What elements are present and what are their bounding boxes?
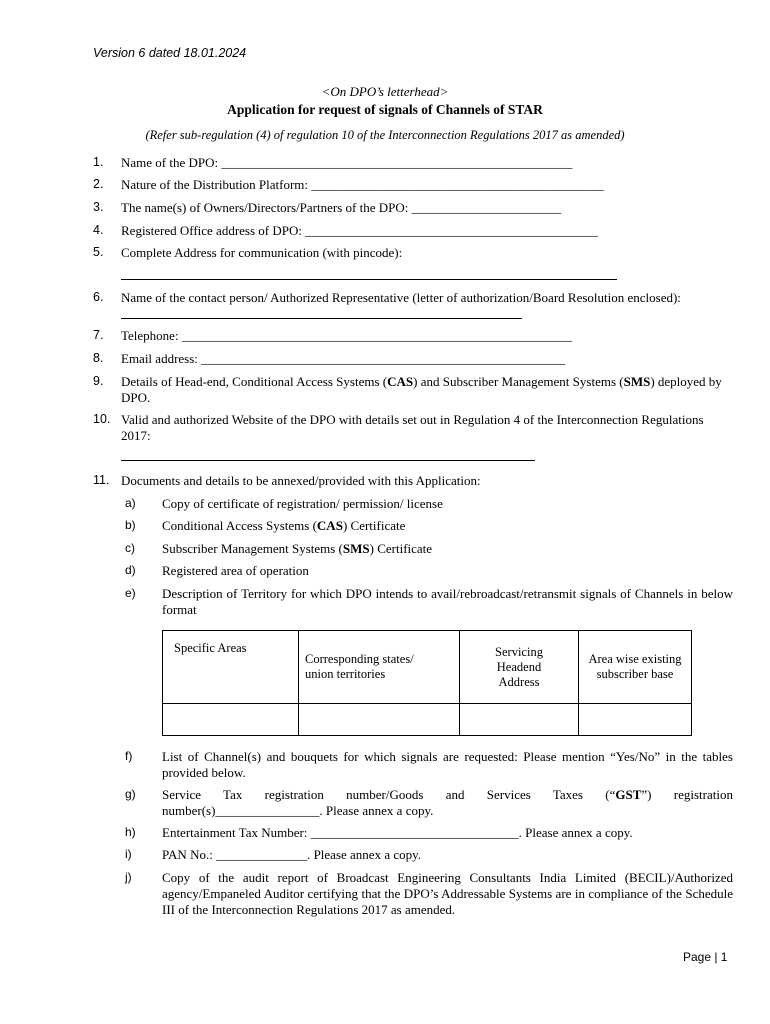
subitem-letter: d) (125, 563, 136, 577)
header-headend-address: Servicing Headend Address (460, 631, 579, 704)
subitem-text: Entertainment Tax Number: ________________________________. Please annex a copy. (162, 825, 633, 840)
item-text: Documents and details to be annexed/provided with this Application: (121, 473, 481, 488)
subitem-text: Copy of certificate of registration/ permission/ license (162, 496, 443, 511)
territory-table (162, 630, 692, 736)
subitem-letter: e) (125, 586, 136, 600)
header-states: Corresponding states/ union territories (299, 631, 460, 704)
subitem-text: Description of Territory for which DPO intends to avail/rebroadcast/retransmit signals of Channels in below format (162, 586, 733, 617)
table-cell[interactable] (163, 704, 299, 736)
item-text: Name of the DPO: ______________________________________________________ (121, 155, 573, 170)
item-text: Telephone: ____________________________________________________________ (121, 328, 572, 343)
item-number: 1. (93, 155, 104, 169)
table-row (163, 704, 692, 736)
letterhead-note: <On DPO’s letterhead> (321, 84, 449, 99)
item-number: 3. (93, 200, 104, 214)
address-blank-line (121, 279, 617, 280)
table-cell[interactable] (460, 704, 579, 736)
item-number: 8. (93, 351, 104, 365)
subitem-letter: a) (125, 496, 136, 510)
subitem-letter: i) (125, 847, 132, 861)
contact-blank-line (121, 318, 522, 319)
subitem-letter: c) (125, 541, 135, 555)
item-number: 2. (93, 177, 104, 191)
subitem-text: Service Tax registration number/Goods and Services Taxes (“GST”) registration number(s)________________. Please annex a copy. (162, 787, 733, 818)
item-number: 11. (93, 473, 110, 487)
subitem-text: PAN No.: ______________. Please annex a copy. (162, 847, 422, 862)
item-number: 4. (93, 223, 104, 237)
item-number: 6. (93, 290, 104, 304)
item-number: 7. (93, 328, 104, 342)
table-cell[interactable] (579, 704, 692, 736)
document-subtitle: (Refer sub-regulation (4) of regulation 10 of the Interconnection Regulations 2017 as amended) (145, 128, 625, 142)
item-text: Complete Address for communication (with pincode): (121, 245, 403, 260)
item-text: Registered Office address of DPO: _____________________________________________ (121, 223, 598, 238)
item-number: 5. (93, 245, 104, 259)
page-number: Page | 1 (683, 950, 728, 964)
item-text: Valid and authorized Website of the DPO with details set out in Regulation 4 of the Interconnection Regulations 2017: (121, 412, 704, 443)
subitem-letter: j) (125, 870, 132, 884)
table-header-row (163, 631, 692, 704)
subitem-letter: h) (125, 825, 136, 839)
subitem-text: Subscriber Management Systems (SMS) Certificate (162, 541, 433, 556)
website-blank-line (121, 460, 535, 461)
item-text: The name(s) of Owners/Directors/Partners of the DPO: _______________________ (121, 200, 562, 215)
item-text: Name of the contact person/ Authorized Representative (letter of authorization/Board Resolution enclosed): (121, 290, 681, 305)
subitem-letter: f) (125, 749, 133, 763)
item-number: 9. (93, 374, 104, 388)
item-text: Details of Head-end, Conditional Access Systems (CAS) and Subscriber Management Systems (SMS) deployed by DPO. (121, 374, 722, 405)
item-number: 10. (93, 412, 111, 426)
version-label: Version 6 dated 18.01.2024 (93, 46, 247, 60)
item-text: Nature of the Distribution Platform: _____________________________________________ (121, 177, 604, 192)
subitem-text: Conditional Access Systems (CAS) Certificate (162, 518, 406, 533)
subitem-text: Registered area of operation (162, 563, 309, 578)
item-text: Email address: ________________________________________________________ (121, 351, 566, 366)
header-specific-areas: Specific Areas (163, 631, 299, 704)
subitem-text: Copy of the audit report of Broadcast Engineering Consultants India Limited (BECIL)/Authorized agency/Empaneled Auditor certifying that the DPO’s Addressable Systems are in compliance of the Schedule III of the Interconnection Regulations 2017 as amended. (162, 870, 733, 917)
header-subscriber-base: Area wise existing subscriber base (579, 631, 692, 704)
subitem-letter: b) (125, 518, 136, 532)
subitem-letter: g) (125, 787, 136, 801)
subitem-text: List of Channel(s) and bouquets for which signals are requested: Please mention “Yes/No” in the tables provided below. (162, 749, 733, 780)
document-title: Application for request of signals of Channels of STAR (227, 102, 543, 117)
table-cell[interactable] (299, 704, 460, 736)
